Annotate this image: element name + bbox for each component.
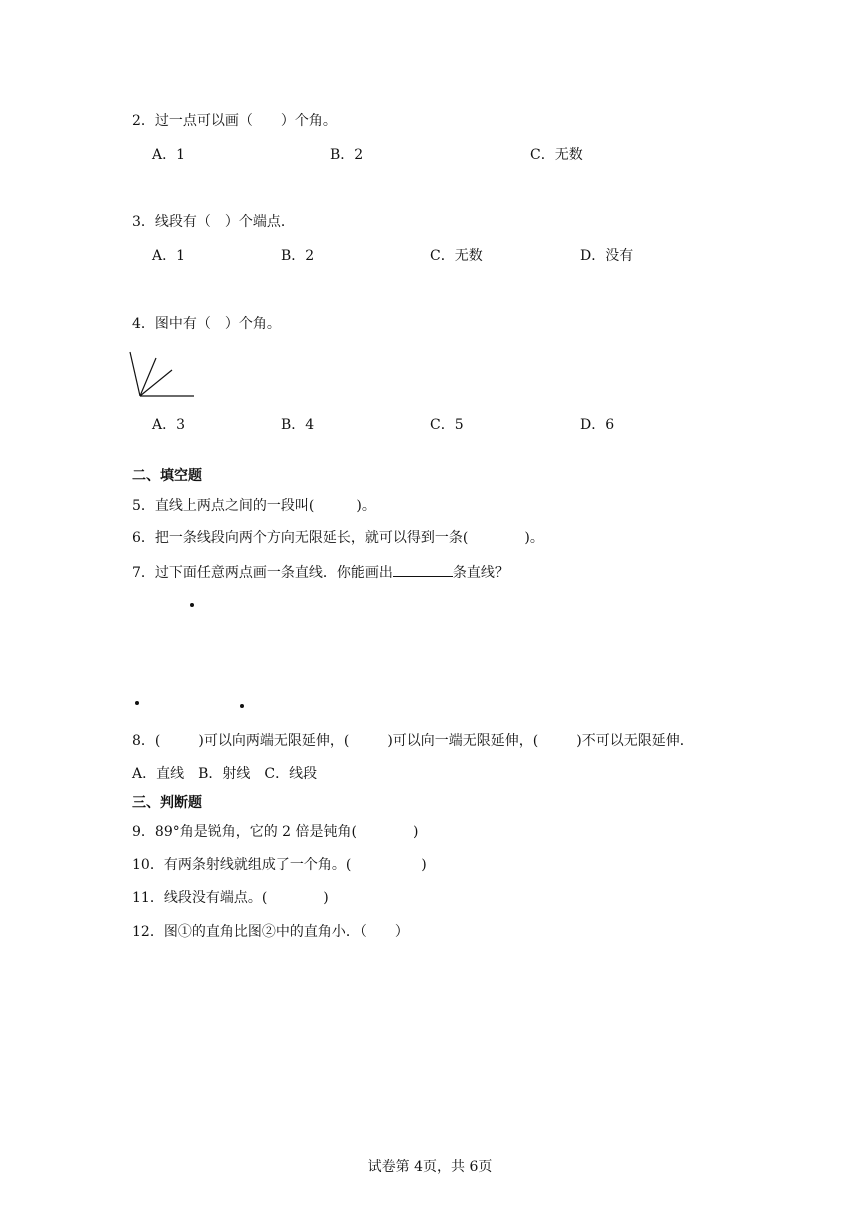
question-3-option-d: D．没有: [580, 248, 634, 264]
question-2-option-a: A．1: [152, 147, 186, 163]
question-2-option-b: B．2: [330, 147, 364, 163]
question-11: 11．线段没有端点。( ): [132, 890, 329, 906]
question-8-options: A．直线 B．射线 C．线段: [132, 766, 318, 782]
question-8: [132, 734, 694, 748]
section-3-title: 三、判断题: [132, 795, 202, 811]
question-4-option-b: B．4: [281, 417, 315, 433]
question-3-option-c: C．无数: [430, 248, 483, 264]
question-7: [132, 564, 509, 580]
point-dot: [190, 603, 194, 607]
question-8-part-2: )可以向两端无限延伸，(: [198, 733, 350, 749]
question-3-stem: 3．线段有（ ）个端点．: [132, 214, 295, 230]
angle-figure: [126, 348, 198, 400]
question-3-option-a: A．1: [152, 248, 186, 264]
question-10: 10．有两条射线就组成了一个角。( ): [132, 857, 427, 873]
question-4-option-a: A．3: [152, 417, 186, 433]
question-9: 9．89°角是锐角，它的 2 倍是钝角( ): [132, 824, 419, 840]
question-4-stem: 4．图中有（ ）个角。: [132, 316, 281, 332]
question-4-option-d: D．6: [580, 417, 615, 433]
section-2-title: 二、填空题: [132, 468, 202, 484]
question-8-part-1: 8．(: [132, 733, 161, 749]
question-8-part-4: )不可以无限延伸．: [576, 733, 694, 749]
question-2-option-c: C．无数: [530, 147, 583, 163]
question-8-part-3: )可以向一端无限延伸，(: [387, 733, 539, 749]
question-7-text-before: 7．过下面任意两点画一条直线．你能画出: [132, 565, 393, 581]
question-5: 5．直线上两点之间的一段叫( )。: [132, 498, 376, 514]
question-6: 6．把一条线段向两个方向无限延长，就可以得到一条( )。: [132, 530, 544, 546]
question-12: 12．图①的直角比图②中的直角小．（ ）: [132, 924, 409, 940]
question-7-blank: [393, 564, 453, 577]
question-3-option-b: B．2: [281, 248, 315, 264]
point-dot: [240, 704, 244, 708]
page-footer: 试卷第 4页，共 6页: [367, 1159, 493, 1175]
question-4-option-c: C．5: [430, 417, 464, 433]
question-7-text-after: 条直线？: [452, 565, 509, 581]
question-2-stem: 2．过一点可以画（ ）个角。: [132, 113, 337, 129]
point-dot: [135, 701, 139, 705]
